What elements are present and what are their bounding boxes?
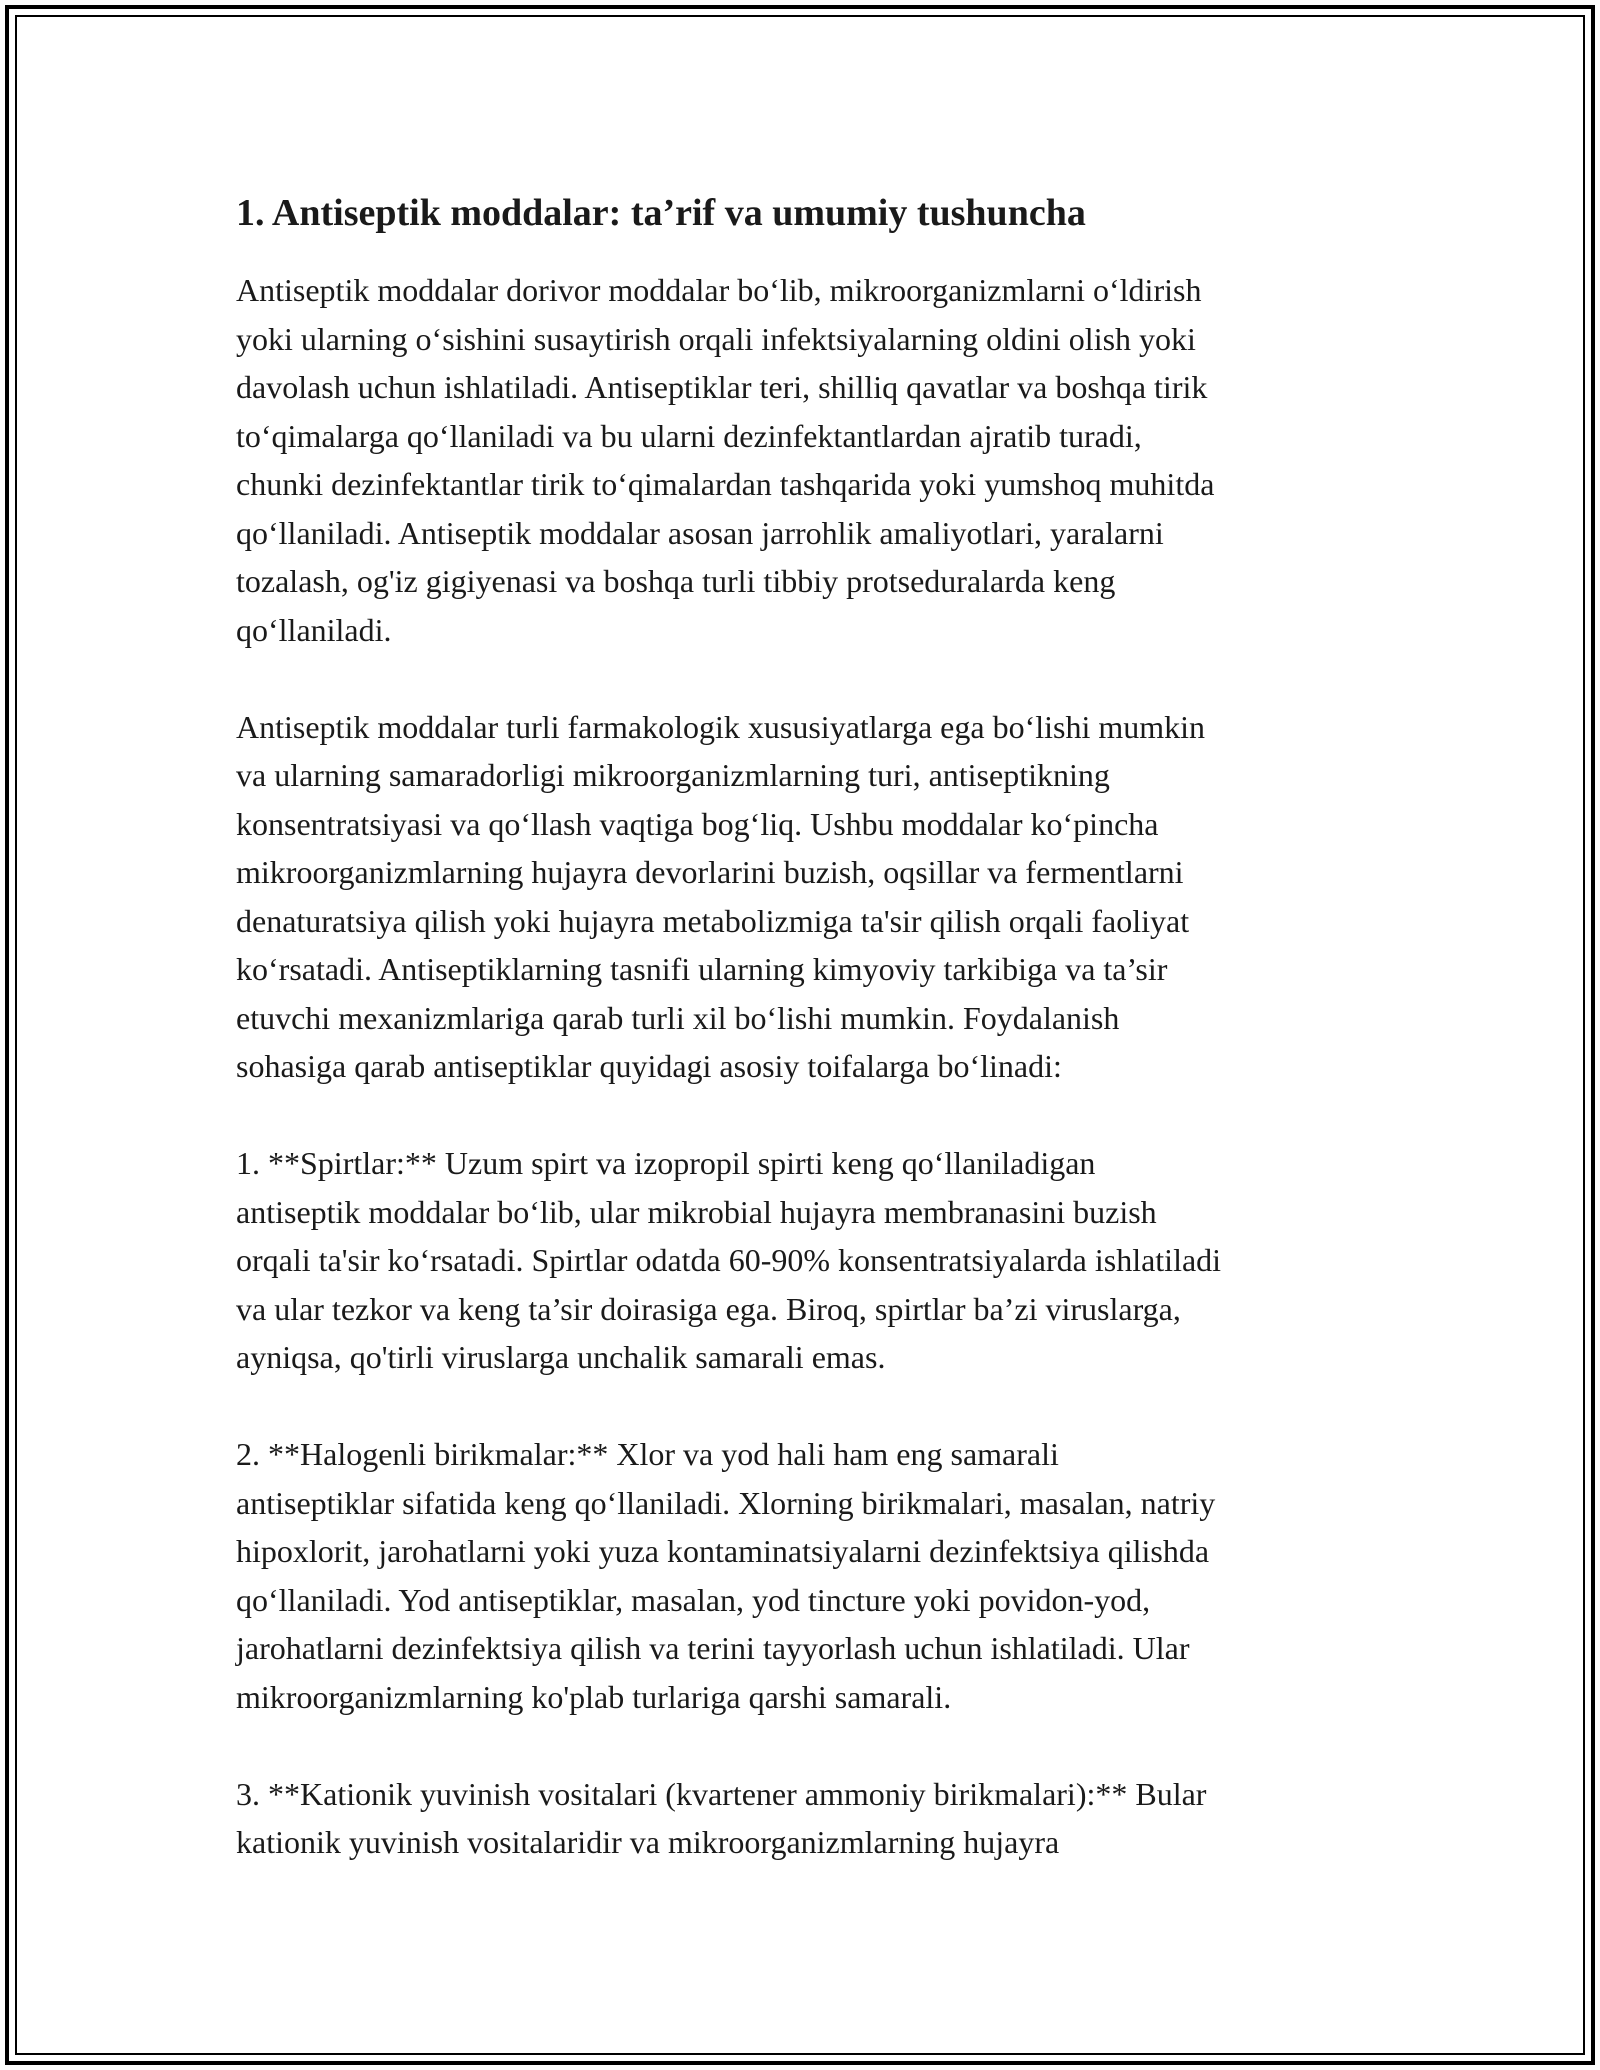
text-line: sohasiga qarab antiseptiklar quyidagi asosiy toifalarga bo‘linadi: [236,1048,1062,1084]
text-line: Antiseptik moddalar turli farmakologik xususiyatlarga ega bo‘lishi mumkin [236,708,1206,745]
document-page [236,185,1376,1915]
paragraph-5 [236,1770,1376,1867]
text-line: mikroorganizmlarning ko'plab turlariga qarshi samarali. [236,1678,952,1715]
text-line: va ularning samaradorligi mikroorganizmlarning turi, antiseptikning [236,757,1110,793]
text-line: 1. **Spirtlar:** Uzum spirt va izopropil spirti keng qo‘llaniladigan [236,1145,1096,1181]
text-line: kationik yuvinish vositalaridir va mikroorganizmlarning hujayra [236,1824,1060,1860]
text-line: denaturatsiya qilish yoki hujayra metabolizmiga ta'sir qilish orqali faoliyat [236,902,1190,939]
paragraph-1 [236,266,1376,654]
paragraph-2 [236,703,1376,1091]
text-line: mikroorganizmlarning hujayra devorlarini buzish, oqsillar va fermentlarni [236,854,1184,890]
document-body [236,266,1376,1867]
text-line: ko‘rsatadi. Antiseptiklarning tasnifi ularning kimyoviy tarkibiga va ta’sir [236,951,1168,987]
text-line: chunki dezinfektantlar tirik to‘qimalardan tashqarida yoki yumshoq muhitda [236,466,1215,502]
text-line: davolash uchun ishlatiladi. Antiseptiklar teri, shilliq qavatlar va boshqa tirik [236,369,1208,405]
text-line: ayniqsa, qo'tirli viruslarga unchalik samarali emas. [236,1339,886,1375]
text-line: jarohatlarni dezinfektsiya qilish va terini tayyorlash uchun ishlatiladi. Ular [236,1630,1190,1666]
text-line: etuvchi mexanizmlariga qarab turli xil bo‘lishi mumkin. Foydalanish [236,999,1120,1036]
text-line: yoki ularning o‘sishini susaytirish orqali infektsiyalarning oldini olish yoki [236,320,1196,357]
text-line: qo‘llaniladi. Yod antiseptiklar, masalan, yod tincture yoki povidon-yod, [236,1581,1151,1618]
text-line: 2. **Halogenli birikmalar:** Xlor va yod hali ham eng samarali [236,1436,1059,1472]
text-line: hipoxlorit, jarohatlarni yoki yuza kontaminatsiyalarni dezinfektsiya qilishda [236,1533,1210,1569]
text-line: Antiseptik moddalar dorivor moddalar bo‘lib, mikroorganizmlarni o‘ldirish [236,272,1202,308]
section-heading: 1. Antiseptik moddalar: ta’rif va umumiy tushuncha [236,192,1086,234]
text-line: to‘qimalarga qo‘llaniladi va bu ularni dezinfektantlardan ajratib turadi, [236,417,1142,454]
text-line: antiseptik moddalar bo‘lib, ular mikrobial hujayra membranasini buzish [236,1193,1157,1230]
text-line: 3. **Kationik yuvinish vositalari (kvartener ammoniy birikmalari):** Bular [236,1775,1207,1812]
paragraph-3 [236,1139,1376,1382]
text-line: va ular tezkor va keng ta’sir doirasiga ega. Biroq, spirtlar ba’zi viruslarga, [236,1290,1181,1327]
text-line: orqali ta'sir ko‘rsatadi. Spirtlar odatda 60-90% konsentratsiyalarda ishlatiladi [236,1242,1222,1278]
text-line: antiseptiklar sifatida keng qo‘llaniladi. Xlorning birikmalari, masalan, natriy [236,1484,1216,1521]
text-line: konsentratsiyasi va qo‘llash vaqtiga bog‘liq. Ushbu moddalar ko‘pincha [236,805,1159,842]
text-line: tozalash, og'iz gigiyenasi va boshqa turli tibbiy protseduralarda keng [236,563,1116,599]
text-line: qo‘llaniladi. Antiseptik moddalar asosan jarrohlik amaliyotlari, yaralarni [236,514,1164,551]
text-line: qo‘llaniladi. [236,611,392,648]
paragraph-4 [236,1430,1376,1721]
